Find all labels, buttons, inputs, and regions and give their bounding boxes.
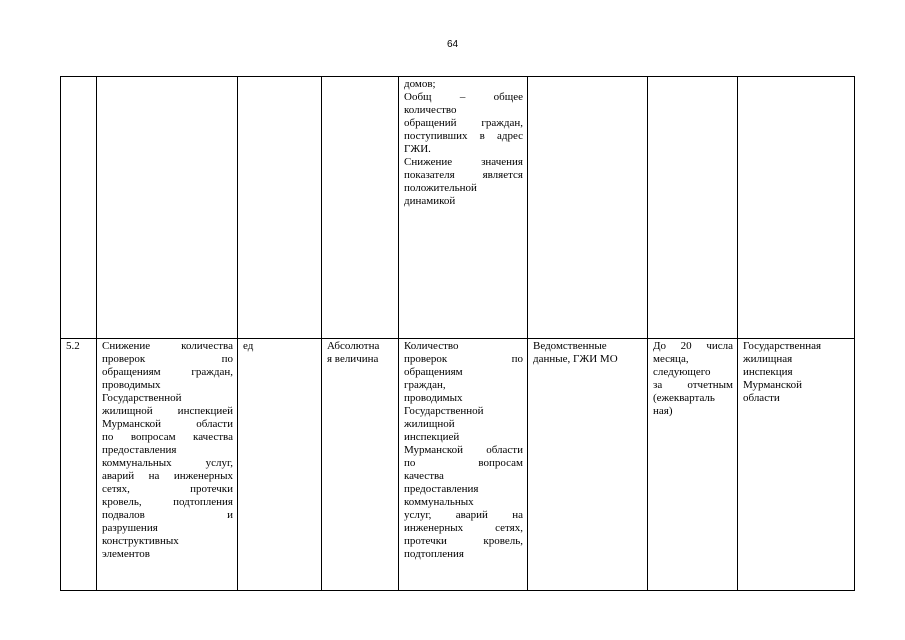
text-line: инспекцией: [404, 431, 460, 443]
text-line: жилищной инспекцией: [102, 405, 233, 417]
cell-source: [528, 77, 648, 339]
text-line: До 20 числа: [653, 340, 733, 352]
name-text: [102, 340, 233, 561]
text-line: коммунальных услуг,: [102, 457, 233, 469]
text-line: домов;: [404, 78, 436, 90]
indicator-table: [60, 76, 855, 591]
text-line: показателя является: [404, 169, 523, 181]
cell-name: [97, 339, 238, 591]
cell-responsible: [738, 339, 855, 591]
text-line: проверок по: [102, 353, 233, 365]
cell-method: [399, 339, 528, 591]
text-line: подтопления: [404, 548, 464, 560]
cell-source: [528, 339, 648, 591]
text-line: аварий на инженерных: [102, 470, 233, 482]
cell-type: [322, 339, 399, 591]
text-line: проводимых: [102, 379, 161, 391]
text-line: области: [743, 392, 780, 404]
text-line: элементов: [102, 548, 150, 560]
text-line: ная): [653, 405, 673, 417]
text-line: разрушения: [102, 522, 158, 534]
text-line: Государственной: [404, 405, 484, 417]
text-line: проверок по: [404, 353, 523, 365]
text-line: жилищной: [404, 418, 455, 430]
text-line: Абсолютна: [327, 340, 380, 352]
page-number: 64: [446, 39, 459, 50]
text-line: Снижение значения: [404, 156, 523, 168]
cell-number: 5.2: [61, 339, 97, 591]
text-line: Мурманской области: [102, 418, 233, 430]
text-line: данные, ГЖИ МО: [533, 353, 618, 365]
text-line: (ежекварталь: [653, 392, 715, 404]
cell-name: [97, 77, 238, 339]
text-line: инспекция: [743, 366, 793, 378]
text-line: обращениям: [404, 366, 463, 378]
text-line: Государственной: [102, 392, 182, 404]
text-line: Ообщ – общее: [404, 91, 523, 103]
text-line: конструктивных: [102, 535, 179, 547]
method-text: [404, 340, 523, 561]
text-line: проводимых: [404, 392, 463, 404]
text-line: услуг, аварий на: [404, 509, 523, 521]
table-row: [61, 339, 855, 591]
text-line: следующего: [653, 366, 711, 378]
text-line: Государственная: [743, 340, 822, 352]
text-line: инженерных сетях,: [404, 522, 523, 534]
text-line: динамикой: [404, 195, 456, 207]
text-line: качества: [404, 470, 444, 482]
cell-number: [61, 77, 97, 339]
cell-timing: [648, 77, 738, 339]
text-line: предоставления: [102, 444, 177, 456]
text-line: граждан,: [404, 379, 446, 391]
text-line: Мурманской области: [404, 444, 523, 456]
text-line: месяца,: [653, 353, 689, 365]
text-line: коммунальных: [404, 496, 474, 508]
source-text: [533, 340, 643, 366]
text-line: подвалов и: [102, 509, 233, 521]
table-row: [61, 77, 855, 339]
text-line: Снижение количества: [102, 340, 233, 352]
text-line: жилищная: [743, 353, 793, 365]
cell-timing: [648, 339, 738, 591]
timing-text: [653, 340, 733, 418]
cell-type: [322, 77, 399, 339]
text-line: по вопросам качества: [102, 431, 233, 443]
text-line: Мурманской: [743, 379, 803, 391]
text-line: сетях, протечки: [102, 483, 233, 495]
text-line: поступивших в адрес: [404, 130, 523, 142]
text-line: обращений граждан,: [404, 117, 523, 129]
type-text: [327, 340, 394, 366]
cell-unit: [238, 77, 322, 339]
text-line: я величина: [327, 353, 379, 365]
cell-unit: ед: [238, 339, 322, 591]
cell-responsible: [738, 77, 855, 339]
text-line: Количество: [404, 340, 459, 352]
text-line: предоставления: [404, 483, 479, 495]
responsible-text: [743, 340, 850, 405]
method-text: [404, 78, 523, 208]
text-line: по вопросам: [404, 457, 523, 469]
text-line: протечки кровель,: [404, 535, 523, 547]
text-line: ГЖИ.: [404, 143, 431, 155]
text-line: положительной: [404, 182, 477, 194]
text-line: Ведомственные: [533, 340, 607, 352]
text-line: за отчетным: [653, 379, 733, 391]
cell-method: [399, 77, 528, 339]
text-line: количество: [404, 104, 457, 116]
text-line: кровель, подтопления: [102, 496, 233, 508]
text-line: обращениям граждан,: [102, 366, 233, 378]
